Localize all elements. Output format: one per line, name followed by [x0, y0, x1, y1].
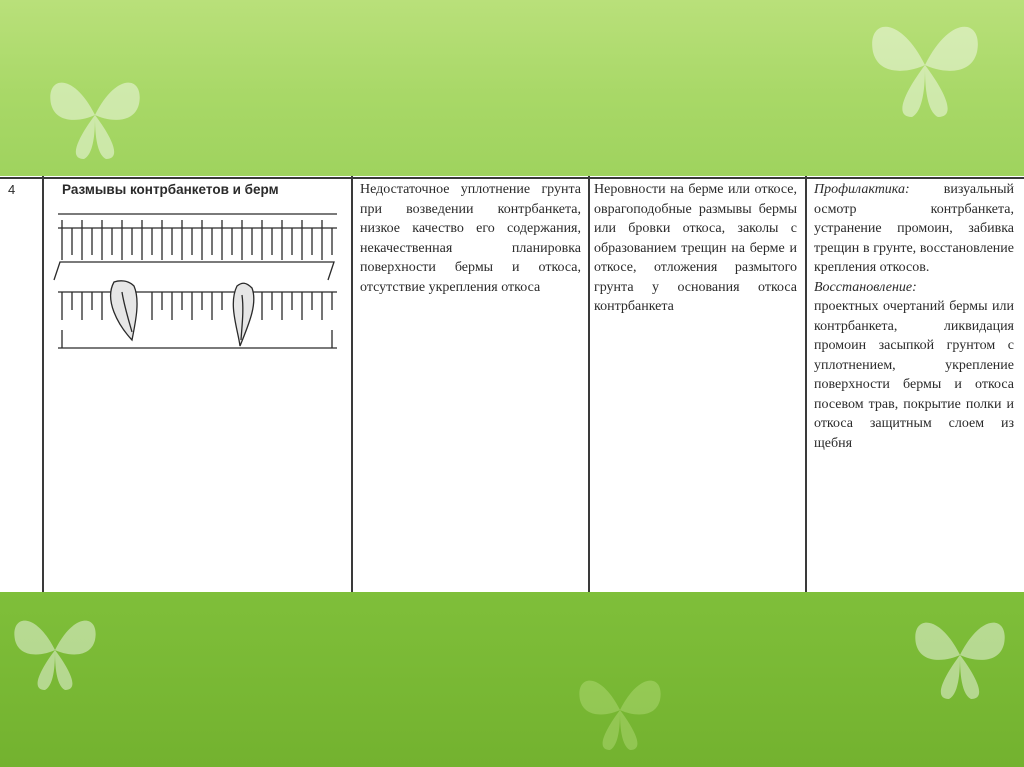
row-number: 4	[8, 182, 16, 197]
row-title: Размывы контрбанкетов и берм	[62, 182, 279, 197]
slope-erosion-drawing	[52, 200, 342, 360]
restoration-text: проектных очертаний бермы или контрбанкета, ликвидация промоин засыпкой грунтом с уплотнением, укрепление поверхности бермы и откоса посевом трав, покрытие полки и откоса защитным слоем из щебня	[814, 299, 1014, 451]
prevention-text: визуальный осмотр контрбанкета, устранение промоин, забивка трещин в грунте, восстановление крепления откосов.	[814, 182, 1014, 275]
column-divider	[805, 176, 807, 592]
table-sheet	[0, 176, 1024, 592]
background-bottom	[0, 592, 1024, 767]
column-divider	[351, 176, 353, 592]
table-top-border	[0, 177, 1024, 179]
column-divider	[588, 176, 590, 592]
butterfly-icon	[0, 600, 110, 700]
butterfly-icon	[40, 60, 150, 170]
butterfly-icon	[850, 0, 1000, 130]
remedies-cell	[814, 180, 1014, 596]
signs-text: Неровности на берме или откосе, оврагоподобные размывы бермы или бровки откоса, заколы с образованием трещин на берме и откосе, отложения размытого грунта у основания откоса контрбанкета	[594, 182, 797, 314]
column-divider	[42, 176, 44, 592]
butterfly-icon	[900, 600, 1020, 710]
prevention-label: Профилактика:	[814, 182, 910, 197]
causes-text: Недостаточное уплотнение грунта при возведении контрбанкета, низкое качество его содержания, некачественная планировка поверхности бермы и откоса, отсутствие укрепления откоса	[360, 182, 581, 295]
restoration-label: Восстановление:	[814, 279, 917, 295]
butterfly-icon	[560, 660, 680, 760]
